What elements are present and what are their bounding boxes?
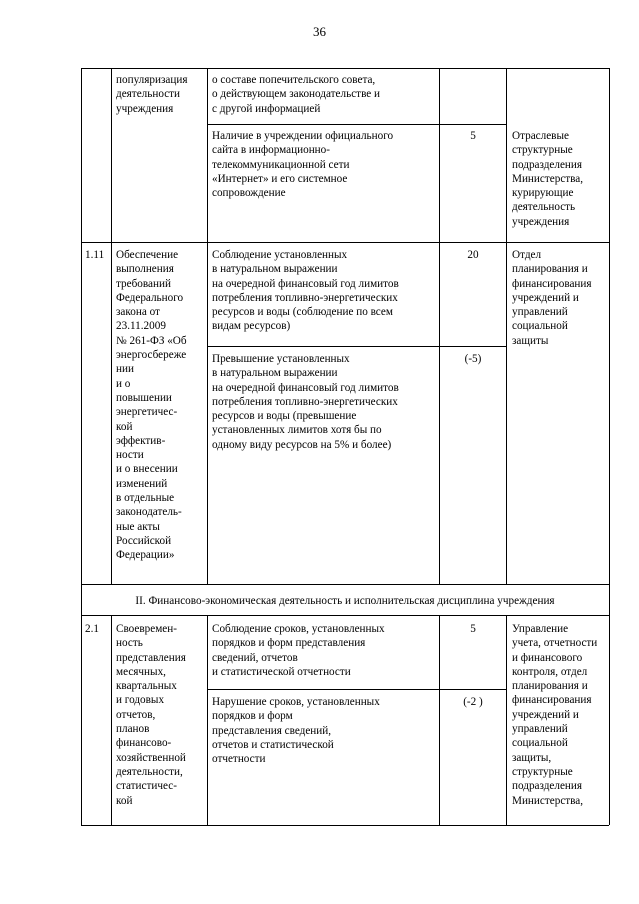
- table-right-border: [609, 68, 610, 825]
- row-divider: [81, 242, 609, 243]
- responsible-unit: Отраслевые структурные подразделения Министерства, курирующие деятельность учреждения: [512, 130, 584, 228]
- table-bottom-border: [81, 825, 609, 826]
- points-value: 20: [467, 249, 479, 261]
- points-value: (-2 ): [463, 696, 483, 708]
- indicator-text: Соблюдение сроков, установленных порядков и форм представления сведений, отчетов и статистической отчетности: [212, 623, 385, 678]
- table-top-border: [81, 68, 609, 69]
- row-divider: [81, 584, 609, 585]
- row-divider: [81, 615, 609, 616]
- criterion-name: Обеспечение выполнения требований Федерального закона от 23.11.2009 № 261-ФЗ «Об энергосбереже нии и о повышении энергетичес- кой эффектив- ности и о внесении изменений в отдельные законодатель- ные акты Российской Федерации»: [116, 249, 187, 562]
- points-value: 5: [470, 130, 476, 142]
- indicator-text: Нарушение сроков, установленных порядков и форм представления сведений, отчетов и статистической отчетности: [212, 696, 380, 766]
- indicator-text: Превышение установленных в натуральном выражении на очередной финансовый год лимитов потребления топливно-энергетических ресурсов и воды (превышение установленных лимитов хотя бы по одному виду ресурсов на 5% и более): [212, 353, 399, 451]
- row-number: 1.11: [85, 249, 105, 261]
- indicator-text: Соблюдение установленных в натуральном выражении на очередной финансовый год лимитов потребления топливно-энергетических ресурсов и воды (соблюдение по всем видам ресурсов): [212, 249, 399, 333]
- points-value: (-5): [464, 353, 482, 365]
- column-divider: [111, 68, 112, 584]
- column-divider: [207, 615, 208, 825]
- section-heading: II. Финансово-экономическая деятельность и исполнительская дисциплина учреждения: [135, 595, 555, 607]
- row-divider: [207, 124, 506, 125]
- column-divider: [111, 615, 112, 825]
- column-divider: [439, 68, 440, 584]
- column-divider: [506, 615, 507, 825]
- responsible-unit: Отдел планирования и финансирования учреждений и управлений социальной защиты: [512, 249, 592, 347]
- column-divider: [439, 615, 440, 825]
- responsible-unit: Управление учета, отчетности и финансового контроля, отдел планирования и финансирования учреждений и управлений социальной защиты, структурные подразделения Министерства,: [512, 623, 598, 807]
- criterion-name-continued: популяризация деятельности учреждения: [116, 74, 188, 115]
- points-value: 5: [470, 623, 476, 635]
- indicator-text: Наличие в учреждении официального сайта в информационно- телекоммуникационной сети «Интернет» и его системное сопровождение: [212, 130, 394, 200]
- row-divider: [207, 346, 506, 347]
- row-divider: [207, 689, 506, 690]
- column-divider: [207, 68, 208, 584]
- criterion-name: Своевремен- ность представления месячных, квартальных и годовых отчетов, планов финансово- хозяйственной деятельности, статистичес- кой: [116, 623, 186, 807]
- row-number: 2.1: [85, 623, 99, 635]
- indicator-text: о составе попечительского совета, о действующем законодательстве и с другой информацией: [212, 74, 381, 115]
- column-divider: [506, 68, 507, 584]
- table-left-border: [81, 68, 82, 825]
- page-number: 36: [313, 24, 326, 39]
- criteria-table: [81, 68, 609, 825]
